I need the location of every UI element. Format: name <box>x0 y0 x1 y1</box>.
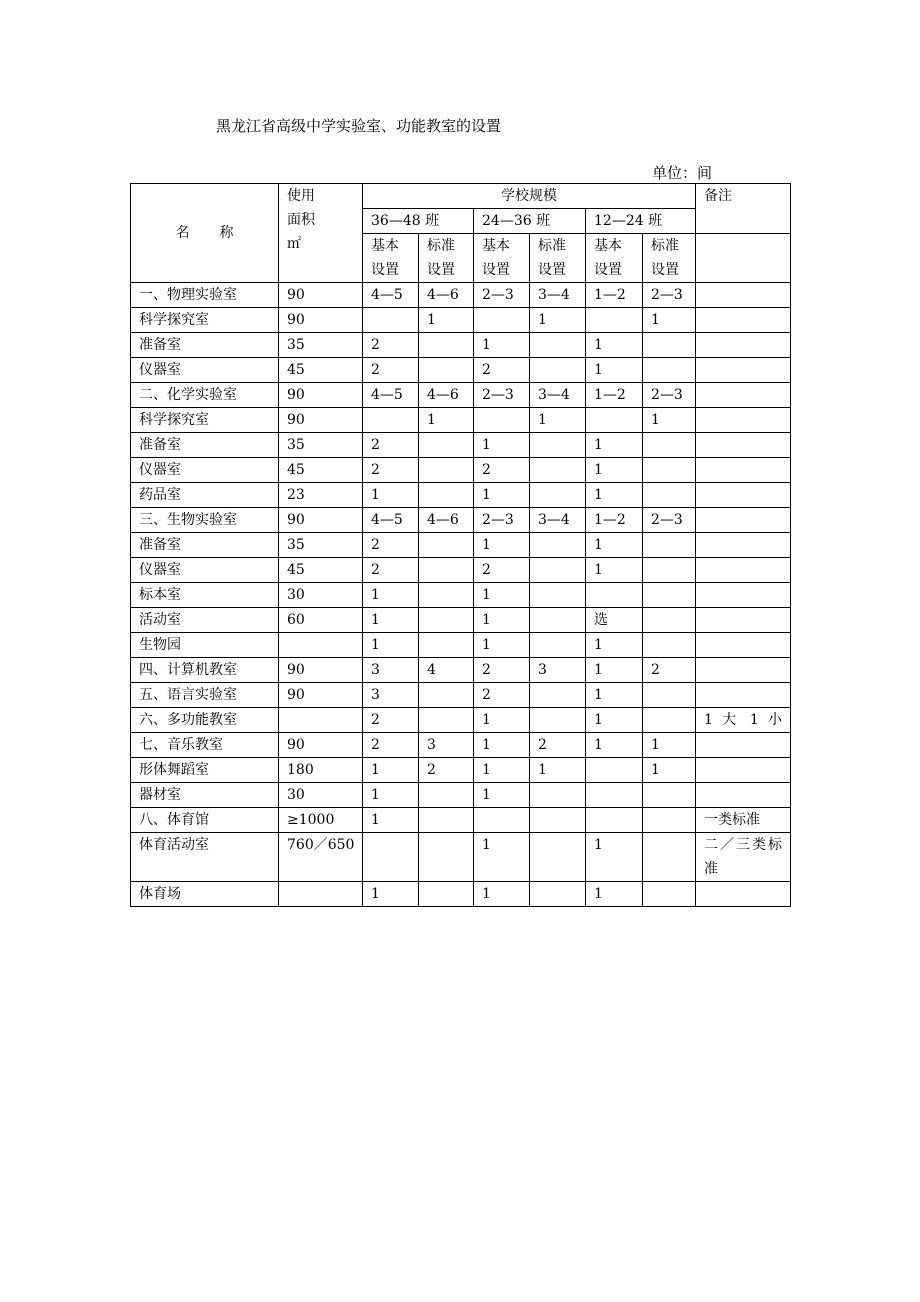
setting-value-cell: 1 <box>363 783 419 808</box>
area-cell: 90 <box>279 733 363 758</box>
remark-cell <box>696 683 791 708</box>
setting-value-cell: 1 <box>363 483 419 508</box>
setting-value-cell <box>419 808 474 833</box>
setting-value-cell <box>363 833 419 882</box>
setting-value-cell <box>474 408 530 433</box>
table-row <box>131 808 791 833</box>
setting-value-cell: 2 <box>474 458 530 483</box>
setting-value-cell: 1 <box>586 533 643 558</box>
setting-value-cell: 1 <box>586 458 643 483</box>
room-name-cell: 五、语言实验室 <box>131 683 279 708</box>
room-name-cell: 科学探究室 <box>131 308 279 333</box>
room-name-cell: 形体舞蹈室 <box>131 758 279 783</box>
setting-value-cell <box>530 433 586 458</box>
setting-value-cell <box>419 882 474 907</box>
table-row <box>131 333 791 358</box>
setting-value-cell <box>586 758 643 783</box>
setting-value-cell <box>643 533 696 558</box>
setting-value-cell: 1 <box>474 708 530 733</box>
setting-value-cell: 2 <box>530 733 586 758</box>
setting-value-cell: 1 <box>474 833 530 882</box>
setting-value-cell: 2—3 <box>643 283 696 308</box>
setting-value-cell: 2 <box>363 458 419 483</box>
table-row <box>131 558 791 583</box>
table-row <box>131 733 791 758</box>
area-cell: 30 <box>279 783 363 808</box>
area-cell: 35 <box>279 533 363 558</box>
area-cell: 45 <box>279 358 363 383</box>
remark-cell <box>696 758 791 783</box>
setting-value-cell: 2 <box>363 558 419 583</box>
setting-value-cell: 1 <box>530 758 586 783</box>
setting-value-cell <box>586 408 643 433</box>
document-title: 黑龙江省高级中学实验室、功能教室的设置 <box>216 117 502 135</box>
setting-value-cell: 2 <box>474 683 530 708</box>
setting-value-cell <box>643 583 696 608</box>
setting-value-cell: 1 <box>586 882 643 907</box>
setting-value-cell <box>530 558 586 583</box>
setting-value-cell: 1 <box>474 882 530 907</box>
header-school-scale: 学校规模 <box>363 184 696 209</box>
setting-value-cell: 4—5 <box>363 508 419 533</box>
table-row <box>131 783 791 808</box>
setting-value-cell: 1 <box>586 658 643 683</box>
area-cell: 90 <box>279 283 363 308</box>
room-name-cell: 药品室 <box>131 483 279 508</box>
setting-value-cell: 2 <box>419 758 474 783</box>
setting-value-cell: 2—3 <box>474 508 530 533</box>
setting-value-cell <box>419 458 474 483</box>
setting-value-cell: 选 <box>586 608 643 633</box>
setting-value-cell: 1 <box>474 333 530 358</box>
area-cell: 23 <box>279 483 363 508</box>
setting-value-cell <box>643 433 696 458</box>
room-name-cell: 七、音乐教室 <box>131 733 279 758</box>
header-sub-standard-setting: 标准 设置 <box>530 234 586 283</box>
area-cell: 45 <box>279 458 363 483</box>
header-group-36-48: 36—48 班 <box>363 209 474 234</box>
setting-value-cell: 4—6 <box>419 283 474 308</box>
setting-value-cell <box>419 683 474 708</box>
setting-value-cell: 4—6 <box>419 508 474 533</box>
setting-value-cell <box>419 708 474 733</box>
setting-value-cell <box>643 833 696 882</box>
remark-cell <box>696 483 791 508</box>
header-sub-basic-setting: 基本 设置 <box>474 234 530 283</box>
setting-value-cell: 1 <box>586 683 643 708</box>
setting-value-cell <box>643 683 696 708</box>
setting-value-cell: 4—5 <box>363 383 419 408</box>
setting-value-cell: 1 <box>474 783 530 808</box>
table-row <box>131 483 791 508</box>
setting-value-cell: 1 <box>419 308 474 333</box>
area-cell: 30 <box>279 583 363 608</box>
setting-value-cell: 3 <box>363 658 419 683</box>
header-sub-standard-setting: 标准 设置 <box>419 234 474 283</box>
setting-value-cell <box>419 608 474 633</box>
setting-value-cell <box>530 458 586 483</box>
remark-cell <box>696 308 791 333</box>
header-row-1 <box>131 184 791 209</box>
setting-value-cell: 2 <box>363 433 419 458</box>
setting-value-cell: 2—3 <box>643 508 696 533</box>
setting-value-cell: 1 <box>363 882 419 907</box>
remark-cell <box>696 608 791 633</box>
setting-value-cell: 1 <box>419 408 474 433</box>
table-row <box>131 708 791 733</box>
area-cell: 90 <box>279 508 363 533</box>
header-remark: 备注 <box>696 184 791 234</box>
remark-cell <box>696 583 791 608</box>
setting-value-cell <box>363 308 419 333</box>
area-cell: 90 <box>279 408 363 433</box>
area-cell: 90 <box>279 383 363 408</box>
setting-value-cell: 1—2 <box>586 283 643 308</box>
area-cell: 90 <box>279 683 363 708</box>
header-area: 使用 面积 ㎡ <box>279 184 363 283</box>
room-name-cell: 一、物理实验室 <box>131 283 279 308</box>
setting-value-cell <box>586 783 643 808</box>
table-row <box>131 683 791 708</box>
setting-value-cell <box>530 608 586 633</box>
setting-value-cell: 1 <box>530 408 586 433</box>
setting-value-cell: 1 <box>474 758 530 783</box>
setting-value-cell: 1 <box>586 833 643 882</box>
table-row <box>131 608 791 633</box>
room-name-cell: 体育场 <box>131 882 279 907</box>
setting-value-cell <box>586 308 643 333</box>
setting-value-cell <box>530 533 586 558</box>
setting-value-cell: 1 <box>586 433 643 458</box>
setting-value-cell: 4—5 <box>363 283 419 308</box>
setting-value-cell <box>474 308 530 333</box>
setting-value-cell: 2 <box>474 558 530 583</box>
unit-label: 单位：间 <box>652 164 713 182</box>
setting-value-cell: 2 <box>643 658 696 683</box>
setting-value-cell: 2 <box>474 658 530 683</box>
remark-cell <box>696 383 791 408</box>
setting-value-cell: 1 <box>586 558 643 583</box>
setting-value-cell <box>530 583 586 608</box>
area-cell: 60 <box>279 608 363 633</box>
room-name-cell: 准备室 <box>131 433 279 458</box>
remark-cell <box>696 783 791 808</box>
remark-cell <box>696 333 791 358</box>
setting-value-cell <box>474 808 530 833</box>
setting-value-cell: 1 <box>474 483 530 508</box>
setting-value-cell <box>643 333 696 358</box>
room-name-cell: 八、体育馆 <box>131 808 279 833</box>
header-name: 名称 <box>131 184 279 283</box>
setting-value-cell: 1 <box>363 608 419 633</box>
setting-value-cell <box>643 882 696 907</box>
area-cell: 90 <box>279 308 363 333</box>
room-name-cell: 仪器室 <box>131 458 279 483</box>
setting-value-cell: 4 <box>419 658 474 683</box>
remark-cell <box>696 283 791 308</box>
remark-cell <box>696 358 791 383</box>
room-name-cell: 器材室 <box>131 783 279 808</box>
setting-value-cell <box>643 783 696 808</box>
setting-value-cell: 2—3 <box>643 383 696 408</box>
setting-value-cell <box>530 882 586 907</box>
table-row <box>131 433 791 458</box>
table-row <box>131 458 791 483</box>
setting-value-cell: 1 <box>586 633 643 658</box>
setting-value-cell <box>419 583 474 608</box>
setting-value-cell <box>419 483 474 508</box>
setting-value-cell <box>419 433 474 458</box>
setting-value-cell: 1 <box>643 308 696 333</box>
header-sub-basic-setting: 基本 设置 <box>586 234 643 283</box>
area-cell: 90 <box>279 658 363 683</box>
room-name-cell: 标本室 <box>131 583 279 608</box>
area-cell: 180 <box>279 758 363 783</box>
room-name-cell: 体育活动室 <box>131 833 279 882</box>
setting-value-cell <box>643 608 696 633</box>
setting-value-cell <box>363 408 419 433</box>
setting-value-cell: 1 <box>363 583 419 608</box>
area-cell <box>279 633 363 658</box>
area-cell <box>279 882 363 907</box>
remark-cell: 1 大 1 小 <box>696 708 791 733</box>
area-cell <box>279 708 363 733</box>
table-row <box>131 583 791 608</box>
room-name-cell: 科学探究室 <box>131 408 279 433</box>
remark-cell: 二／三类标准 <box>696 833 791 882</box>
remark-cell <box>696 533 791 558</box>
setting-value-cell <box>419 633 474 658</box>
remark-cell <box>696 558 791 583</box>
setting-value-cell: 2 <box>363 533 419 558</box>
header-sub-basic-setting: 基本 设置 <box>363 234 419 283</box>
setting-value-cell: 3—4 <box>530 283 586 308</box>
setting-value-cell: 3 <box>363 683 419 708</box>
table-row <box>131 658 791 683</box>
setting-value-cell <box>530 783 586 808</box>
setting-value-cell: 1 <box>643 758 696 783</box>
header-group-12-24: 12—24 班 <box>586 209 696 234</box>
setting-value-cell <box>643 808 696 833</box>
room-name-cell: 六、多功能教室 <box>131 708 279 733</box>
setting-value-cell: 1 <box>643 408 696 433</box>
setting-value-cell: 1 <box>586 708 643 733</box>
setting-value-cell: 1—2 <box>586 508 643 533</box>
room-name-cell: 二、化学实验室 <box>131 383 279 408</box>
setting-value-cell <box>530 833 586 882</box>
remark-cell <box>696 458 791 483</box>
lab-settings-table <box>130 183 791 907</box>
setting-value-cell: 2 <box>363 358 419 383</box>
setting-value-cell: 2 <box>363 708 419 733</box>
setting-value-cell <box>419 533 474 558</box>
setting-value-cell <box>586 583 643 608</box>
setting-value-cell: 1 <box>363 758 419 783</box>
setting-value-cell: 1 <box>474 533 530 558</box>
setting-value-cell <box>530 808 586 833</box>
setting-value-cell: 1 <box>363 808 419 833</box>
setting-value-cell: 2 <box>363 733 419 758</box>
setting-value-cell: 1 <box>586 733 643 758</box>
setting-value-cell: 2—3 <box>474 383 530 408</box>
setting-value-cell <box>643 708 696 733</box>
table-row <box>131 358 791 383</box>
setting-value-cell <box>530 708 586 733</box>
remark-cell <box>696 658 791 683</box>
setting-value-cell <box>419 333 474 358</box>
table-row <box>131 533 791 558</box>
setting-value-cell <box>419 833 474 882</box>
setting-value-cell: 1 <box>474 583 530 608</box>
header-sub-standard-setting: 标准 设置 <box>643 234 696 283</box>
setting-value-cell: 3—4 <box>530 383 586 408</box>
room-name-cell: 仪器室 <box>131 558 279 583</box>
setting-value-cell <box>419 783 474 808</box>
setting-value-cell: 3 <box>419 733 474 758</box>
remark-cell <box>696 633 791 658</box>
header-remark-empty <box>696 234 791 283</box>
table-row <box>131 308 791 333</box>
setting-value-cell: 2 <box>363 333 419 358</box>
setting-value-cell <box>530 333 586 358</box>
setting-value-cell <box>530 483 586 508</box>
area-cell: ≥1000 <box>279 808 363 833</box>
setting-value-cell: 1 <box>643 733 696 758</box>
setting-value-cell <box>643 483 696 508</box>
area-cell: 760／650 <box>279 833 363 882</box>
setting-value-cell <box>530 683 586 708</box>
table-row <box>131 633 791 658</box>
setting-value-cell: 4—6 <box>419 383 474 408</box>
room-name-cell: 活动室 <box>131 608 279 633</box>
setting-value-cell: 1 <box>474 433 530 458</box>
table-row <box>131 508 791 533</box>
header-group-24-36: 24—36 班 <box>474 209 586 234</box>
setting-value-cell: 1 <box>474 633 530 658</box>
setting-value-cell <box>643 633 696 658</box>
setting-value-cell: 3—4 <box>530 508 586 533</box>
area-cell: 35 <box>279 433 363 458</box>
remark-cell <box>696 408 791 433</box>
table-row <box>131 283 791 308</box>
table-row <box>131 882 791 907</box>
remark-cell <box>696 433 791 458</box>
setting-value-cell: 1 <box>586 483 643 508</box>
room-name-cell: 三、生物实验室 <box>131 508 279 533</box>
table-row <box>131 408 791 433</box>
setting-value-cell <box>643 358 696 383</box>
remark-cell <box>696 733 791 758</box>
area-cell: 35 <box>279 333 363 358</box>
setting-value-cell <box>530 633 586 658</box>
remark-cell <box>696 508 791 533</box>
setting-value-cell: 2 <box>474 358 530 383</box>
room-name-cell: 四、计算机教室 <box>131 658 279 683</box>
setting-value-cell: 1—2 <box>586 383 643 408</box>
setting-value-cell: 1 <box>586 358 643 383</box>
room-name-cell: 准备室 <box>131 333 279 358</box>
setting-value-cell <box>586 808 643 833</box>
setting-value-cell: 1 <box>474 608 530 633</box>
room-name-cell: 准备室 <box>131 533 279 558</box>
setting-value-cell <box>419 558 474 583</box>
area-cell: 45 <box>279 558 363 583</box>
setting-value-cell: 1 <box>363 633 419 658</box>
room-name-cell: 生物园 <box>131 633 279 658</box>
setting-value-cell <box>419 358 474 383</box>
table-row <box>131 758 791 783</box>
remark-cell: 一类标准 <box>696 808 791 833</box>
setting-value-cell: 1 <box>474 733 530 758</box>
setting-value-cell <box>643 558 696 583</box>
remark-cell <box>696 882 791 907</box>
setting-value-cell: 1 <box>530 308 586 333</box>
table-row <box>131 383 791 408</box>
table-row <box>131 833 791 882</box>
room-name-cell: 仪器室 <box>131 358 279 383</box>
setting-value-cell: 1 <box>586 333 643 358</box>
setting-value-cell <box>530 358 586 383</box>
setting-value-cell: 3 <box>530 658 586 683</box>
setting-value-cell <box>643 458 696 483</box>
setting-value-cell: 2—3 <box>474 283 530 308</box>
